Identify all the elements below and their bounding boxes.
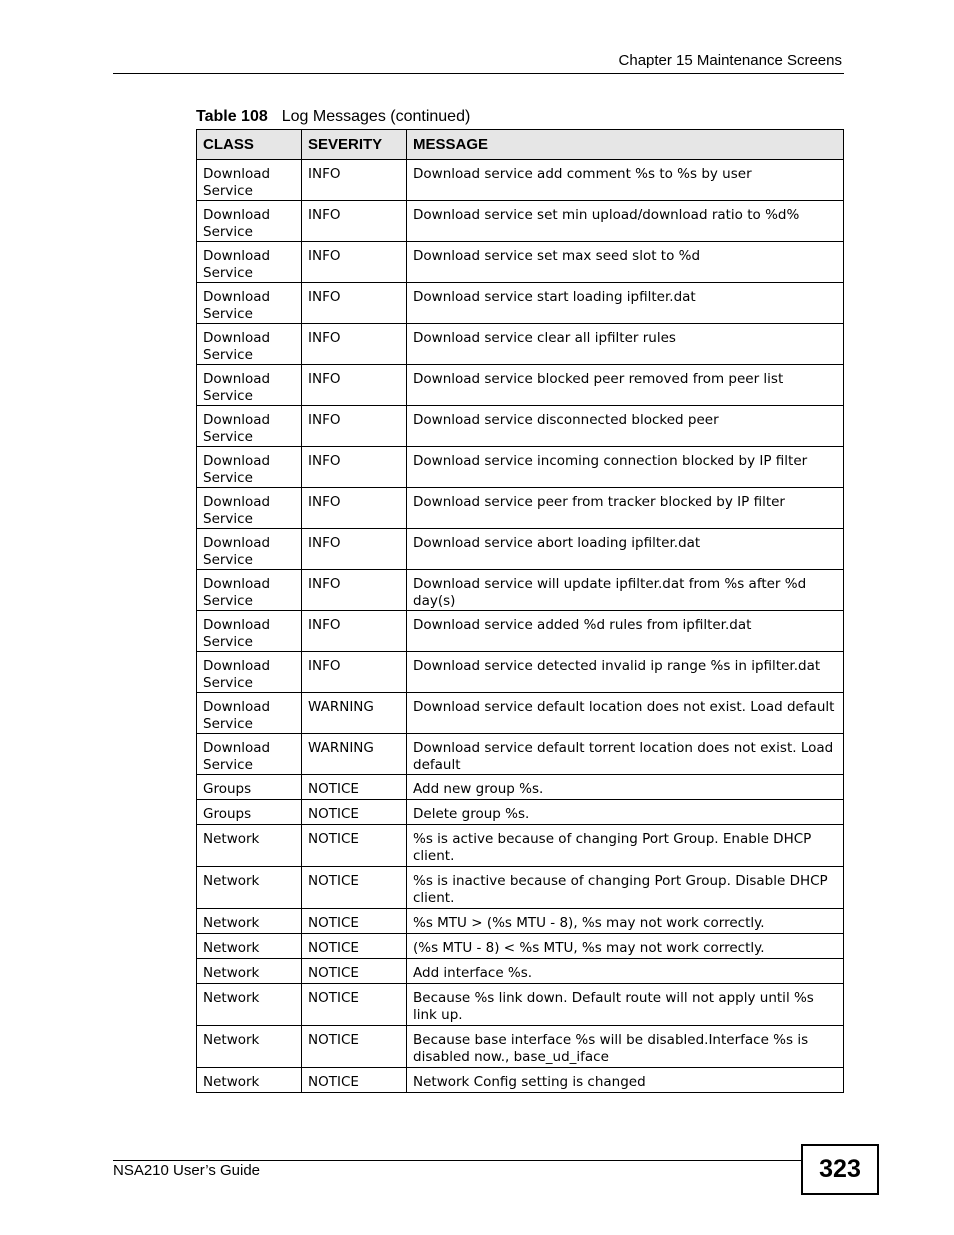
table-row [197, 283, 844, 324]
cell-severity: INFO [302, 447, 407, 488]
cell-message: Add interface %s. [407, 959, 844, 984]
table-row [197, 611, 844, 652]
cell-severity: NOTICE [302, 867, 407, 909]
cell-message: Download service start loading ipfilter.dat [407, 283, 844, 324]
cell-message: Download service abort loading ipfilter.dat [407, 529, 844, 570]
cell-class: Download Service [197, 365, 302, 406]
cell-severity: INFO [302, 160, 407, 201]
table-row [197, 447, 844, 488]
table-row [197, 825, 844, 867]
table-row [197, 959, 844, 984]
table-row [197, 909, 844, 934]
table-row [197, 1026, 844, 1068]
table-row [197, 934, 844, 959]
cell-message: Download service clear all ipfilter rules [407, 324, 844, 365]
cell-severity: NOTICE [302, 1026, 407, 1068]
cell-class: Network [197, 867, 302, 909]
cell-class: Network [197, 934, 302, 959]
cell-severity: INFO [302, 611, 407, 652]
table-row [197, 570, 844, 611]
header-rule [113, 73, 844, 74]
cell-message: Download service disconnected blocked peer [407, 406, 844, 447]
table-row [197, 242, 844, 283]
cell-message: Download service incoming connection blocked by IP filter [407, 447, 844, 488]
cell-message: Download service added %d rules from ipfilter.dat [407, 611, 844, 652]
cell-message: %s is active because of changing Port Group. Enable DHCP client. [407, 825, 844, 867]
cell-class: Network [197, 1068, 302, 1093]
cell-class: Download Service [197, 693, 302, 734]
cell-message: Because base interface %s will be disabled.Interface %s is disabled now., base_ud_iface [407, 1026, 844, 1068]
cell-class: Download Service [197, 611, 302, 652]
table-row [197, 406, 844, 447]
cell-severity: INFO [302, 324, 407, 365]
table-row [197, 867, 844, 909]
table-number: Table 108 [196, 108, 268, 125]
cell-severity: INFO [302, 488, 407, 529]
cell-severity: NOTICE [302, 959, 407, 984]
table-row [197, 984, 844, 1026]
cell-message: (%s MTU - 8) < %s MTU, %s may not work correctly. [407, 934, 844, 959]
table-title: Log Messages (continued) [281, 108, 471, 125]
cell-severity: NOTICE [302, 825, 407, 867]
cell-severity: NOTICE [302, 1068, 407, 1093]
cell-class: Download Service [197, 160, 302, 201]
cell-class: Download Service [197, 447, 302, 488]
cell-class: Download Service [197, 570, 302, 611]
page-number: 323 [801, 1144, 879, 1195]
cell-severity: WARNING [302, 693, 407, 734]
cell-message: Download service will update ipfilter.dat from %s after %d day(s) [407, 570, 844, 611]
cell-severity: NOTICE [302, 984, 407, 1026]
table-caption [196, 108, 470, 126]
cell-severity: INFO [302, 406, 407, 447]
cell-severity: INFO [302, 201, 407, 242]
cell-message: Delete group %s. [407, 800, 844, 825]
table-row [197, 324, 844, 365]
cell-severity: NOTICE [302, 934, 407, 959]
cell-class: Download Service [197, 488, 302, 529]
table-row [197, 365, 844, 406]
cell-class: Network [197, 909, 302, 934]
column-header-severity: SEVERITY [302, 130, 407, 160]
cell-class: Download Service [197, 406, 302, 447]
cell-message: Because %s link down. Default route will not apply until %s link up. [407, 984, 844, 1026]
cell-class: Network [197, 959, 302, 984]
cell-class: Download Service [197, 529, 302, 570]
table-row [197, 488, 844, 529]
table-row [197, 160, 844, 201]
table-row [197, 201, 844, 242]
cell-severity: NOTICE [302, 800, 407, 825]
cell-class: Network [197, 1026, 302, 1068]
cell-message: Download service peer from tracker blocked by IP filter [407, 488, 844, 529]
table-row [197, 693, 844, 734]
cell-message: Download service detected invalid ip range %s in ipfilter.dat [407, 652, 844, 693]
cell-severity: WARNING [302, 734, 407, 775]
cell-class: Download Service [197, 201, 302, 242]
table-row [197, 652, 844, 693]
cell-severity: INFO [302, 242, 407, 283]
guide-title: NSA210 User’s Guide [113, 1162, 261, 1179]
table-header-row [197, 130, 844, 160]
cell-severity: INFO [302, 283, 407, 324]
cell-severity: INFO [302, 570, 407, 611]
cell-class: Download Service [197, 283, 302, 324]
cell-class: Network [197, 825, 302, 867]
cell-message: Download service add comment %s to %s by user [407, 160, 844, 201]
cell-severity: INFO [302, 652, 407, 693]
table-row [197, 529, 844, 570]
table-row [197, 775, 844, 800]
log-messages-table [196, 129, 844, 1093]
cell-class: Network [197, 984, 302, 1026]
cell-class: Groups [197, 800, 302, 825]
column-header-message: MESSAGE [407, 130, 844, 160]
cell-message: Download service blocked peer removed from peer list [407, 365, 844, 406]
cell-message: Download service set min upload/download ratio to %d% [407, 201, 844, 242]
cell-message: Download service set max seed slot to %d [407, 242, 844, 283]
cell-message: %s is inactive because of changing Port Group. Disable DHCP client. [407, 867, 844, 909]
table-row [197, 800, 844, 825]
cell-message: Network Config setting is changed [407, 1068, 844, 1093]
cell-class: Download Service [197, 324, 302, 365]
table-row [197, 1068, 844, 1093]
cell-message: %s MTU > (%s MTU - 8), %s may not work correctly. [407, 909, 844, 934]
footer-rule [113, 1160, 801, 1161]
cell-severity: NOTICE [302, 775, 407, 800]
table-row [197, 734, 844, 775]
cell-class: Groups [197, 775, 302, 800]
column-header-class: CLASS [197, 130, 302, 160]
cell-class: Download Service [197, 242, 302, 283]
cell-message: Add new group %s. [407, 775, 844, 800]
cell-severity: INFO [302, 365, 407, 406]
cell-class: Download Service [197, 652, 302, 693]
cell-class: Download Service [197, 734, 302, 775]
chapter-title: Chapter 15 Maintenance Screens [618, 52, 842, 69]
cell-message: Download service default location does not exist. Load default [407, 693, 844, 734]
cell-severity: NOTICE [302, 909, 407, 934]
cell-message: Download service default torrent location does not exist. Load default [407, 734, 844, 775]
cell-severity: INFO [302, 529, 407, 570]
